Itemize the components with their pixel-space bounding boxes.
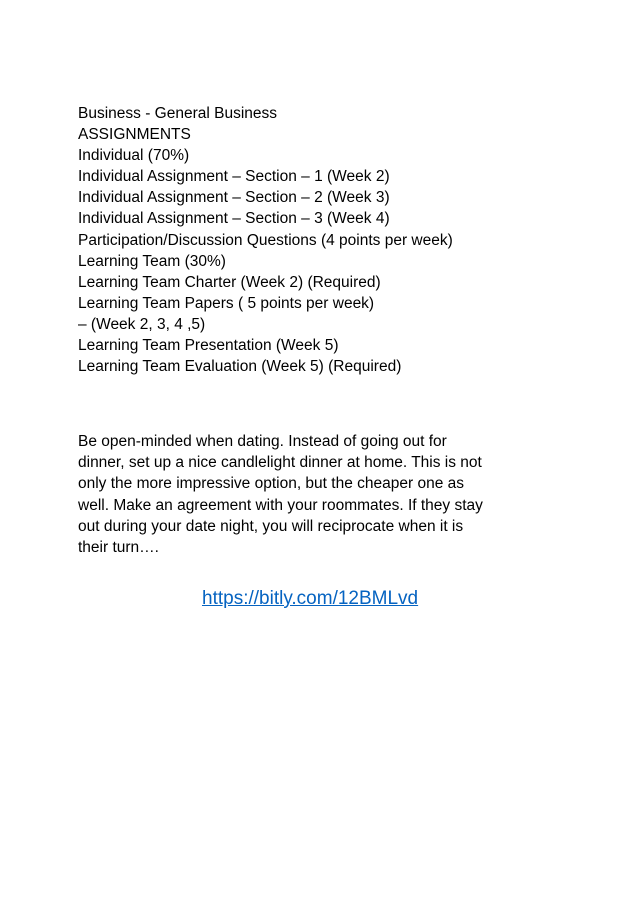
list-item: Individual Assignment – Section – 2 (Week 3) — [78, 189, 390, 207]
paragraph-line: only the more impressive option, but the cheaper one as — [78, 475, 465, 493]
assignment-list — [78, 103, 578, 377]
shortlink[interactable]: https://bitly.com/12BMLvd — [202, 588, 419, 609]
learning-team-heading: Learning Team (30%) — [78, 252, 226, 270]
list-item: Learning Team Evaluation (Week 5) (Required) — [78, 358, 402, 376]
list-item: Learning Team Charter (Week 2) (Required) — [78, 273, 381, 291]
list-item: – (Week 2, 3, 4 ,5) — [78, 315, 206, 333]
paragraph-line: well. Make an agreement with your roommates. If they stay — [78, 496, 483, 514]
list-item: Learning Team Papers ( 5 points per week) — [78, 294, 375, 312]
paragraph-line: their turn…. — [78, 539, 159, 557]
course-title: Business - General Business — [78, 105, 278, 122]
list-item: Individual Assignment – Section – 1 (Week 2) — [78, 168, 390, 186]
body-paragraph — [78, 431, 568, 558]
paragraph-line: out during your date night, you will reciprocate when it is — [78, 517, 464, 535]
paragraph-line: dinner, set up a nice candlelight dinner at home. This is not — [78, 454, 482, 472]
individual-heading: Individual (70%) — [78, 147, 190, 165]
paragraph-line: Be open-minded when dating. Instead of going out for — [78, 433, 447, 450]
list-item: Individual Assignment – Section – 3 (Week 4) — [78, 210, 390, 228]
list-item: Participation/Discussion Questions (4 points per week) — [78, 231, 453, 249]
list-item: Learning Team Presentation (Week 5) — [78, 337, 339, 355]
assignments-heading: ASSIGNMENTS — [78, 126, 191, 144]
